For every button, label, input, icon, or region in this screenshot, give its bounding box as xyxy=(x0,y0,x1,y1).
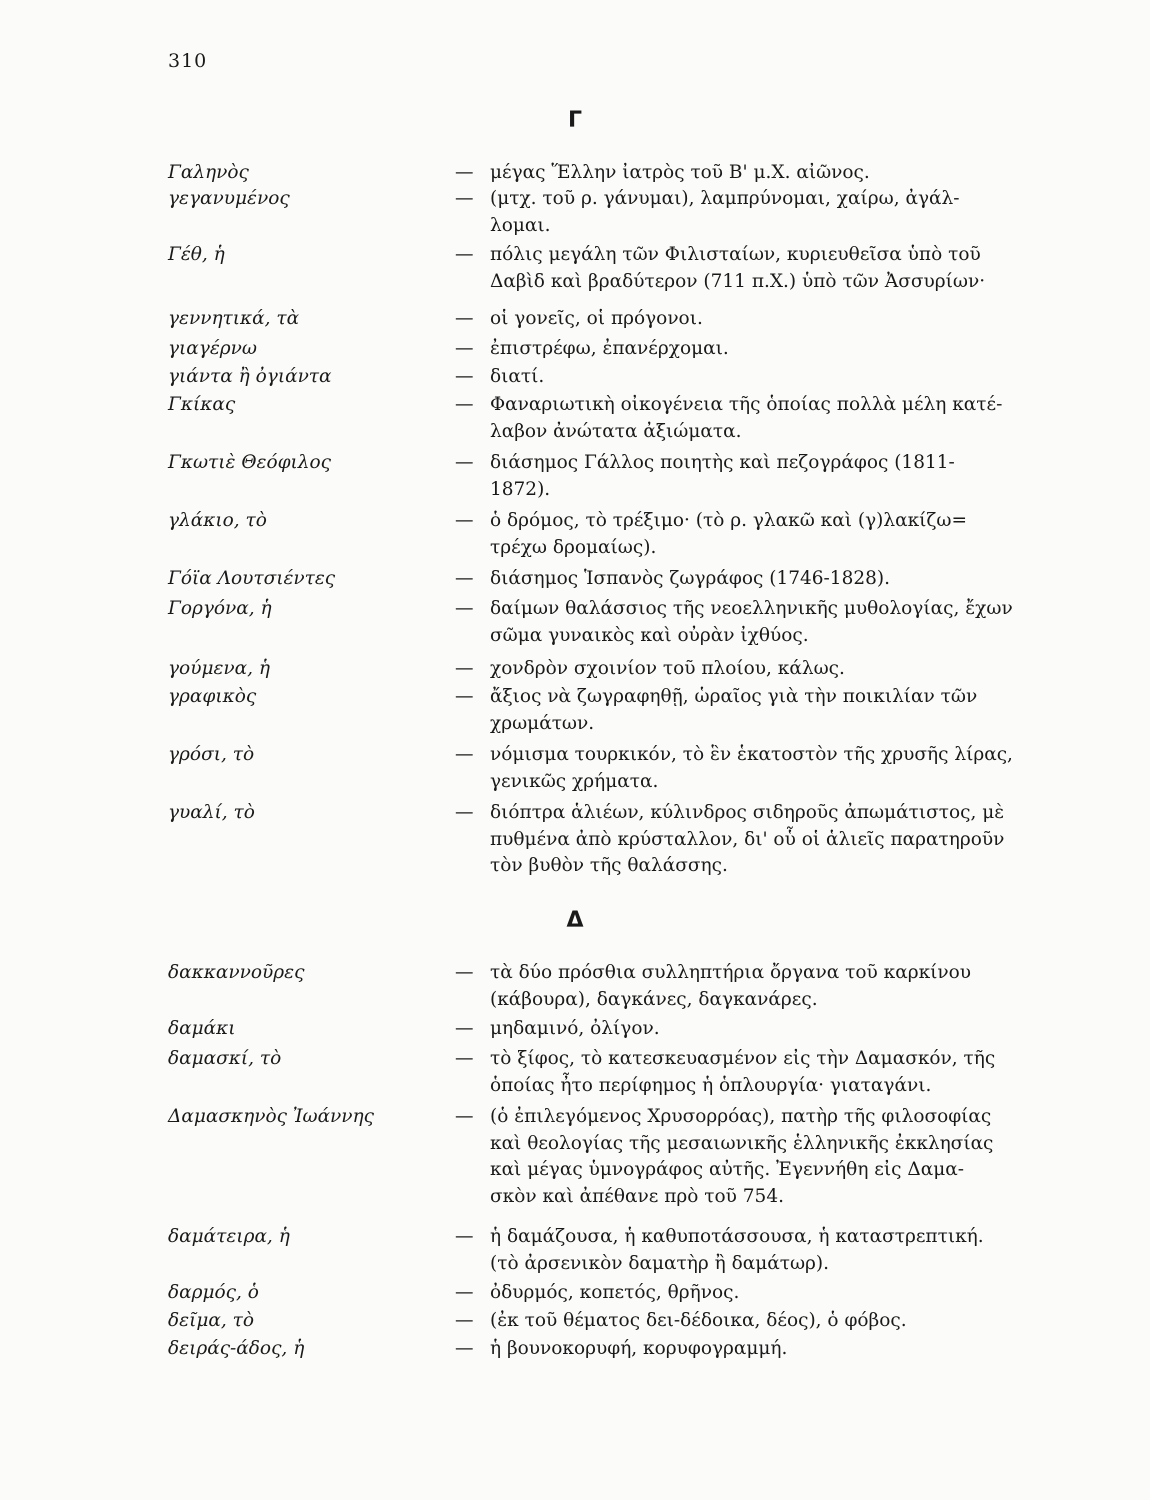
entry-dash: — xyxy=(455,244,474,265)
definition-line: (ἐκ τοῦ θέματος δει-δέδοικα, δέος), ὁ φόβος. xyxy=(490,1310,907,1331)
entry-term: δακκαννοῦρες xyxy=(168,962,305,983)
definition-line: πόλις μεγάλη τῶν Φιλισταίων, κυριευθεῖσα ὑπὸ τοῦ xyxy=(490,244,981,265)
entry-definition xyxy=(490,1224,1022,1277)
entry-dash: — xyxy=(455,962,474,983)
definition-line: τὸ ξίφος, τὸ κατεσκευασμένον εἰς τὴν Δαμασκόν, τῆς xyxy=(490,1048,996,1069)
entry-term: Γέθ, ἡ xyxy=(168,244,225,265)
definition-line: οἱ γονεῖς, οἱ πρόγονοι. xyxy=(490,308,703,329)
entry-dash: — xyxy=(455,162,474,183)
entry-term: Γκίκας xyxy=(168,394,236,415)
definition-line: μέγας Ἕλλην ἰατρὸς τοῦ Β' μ.Χ. αἰῶνος. xyxy=(490,162,870,183)
entry-definition xyxy=(490,566,1022,593)
entry-definition xyxy=(490,306,1022,333)
definition-line: διόπτρα ἁλιέων, κύλινδρος σιδηροῦς ἀπωμάτιστος, μὲ xyxy=(490,802,1005,823)
entry-term: δαμασκί, τὸ xyxy=(168,1048,282,1069)
entry-dash: — xyxy=(455,1106,474,1127)
definition-line: ὀδυρμός, κοπετός, θρῆνος. xyxy=(490,1282,740,1303)
entry-term: δαμάτειρα, ἡ xyxy=(168,1226,290,1247)
entry-dash: — xyxy=(455,1018,474,1039)
definition-line: ὁποίας ἦτο περίφημος ἡ ὁπλουργία· γιαταγάνι. xyxy=(490,1074,932,1096)
entry-term: γραφικὸς xyxy=(168,686,257,707)
entry-definition xyxy=(490,1046,1022,1099)
entry-definition xyxy=(490,1016,1022,1043)
definition-line: χονδρὸν σχοινίον τοῦ πλοίου, κάλως. xyxy=(490,658,845,679)
definition-line: ἄξιος νὰ ζωγραφηθῇ, ὡραῖος γιὰ τὴν ποικιλίαν τῶν xyxy=(490,686,978,707)
definition-line: λαβον ἀνώτατα ἀξιώματα. xyxy=(490,420,742,442)
entry-dash: — xyxy=(455,366,474,387)
entry-dash: — xyxy=(455,308,474,329)
entry-definition xyxy=(490,960,1022,1013)
entry-term: γεγανυμένος xyxy=(168,188,290,209)
definition-line: διατί. xyxy=(490,366,545,387)
entry-term: δαρμός, ὁ xyxy=(168,1282,259,1303)
entry-definition xyxy=(490,596,1022,649)
entry-definition xyxy=(490,742,1022,795)
definition-line: σῶμα γυναικὸς καὶ οὐρὰν ἰχθύος. xyxy=(490,624,809,646)
entry-term: γούμενα, ἡ xyxy=(168,658,270,679)
entry-dash: — xyxy=(455,510,474,531)
entry-dash: — xyxy=(455,338,474,359)
definition-line: λομαι. xyxy=(490,214,551,236)
entry-term: γεννητικά, τὰ xyxy=(168,308,300,329)
entry-definition xyxy=(490,1336,1022,1363)
definition-line: σκὸν καὶ ἀπέθανε πρὸ τοῦ 754. xyxy=(490,1185,784,1207)
entry-dash: — xyxy=(455,1338,474,1359)
definition-line: καὶ θεολογίας τῆς μεσαιωνικῆς ἑλληνικῆς ἐκκλησίας xyxy=(490,1132,994,1154)
definition-line: τὸν βυθὸν τῆς θαλάσσης. xyxy=(490,855,728,876)
entry-definition xyxy=(490,1280,1022,1307)
entry-definition xyxy=(490,450,1022,503)
entry-term: γυαλί, τὸ xyxy=(168,802,255,823)
definition-line: ἐπιστρέφω, ἐπανέρχομαι. xyxy=(490,338,729,359)
entry-term: γιάντα ἢ ὀγιάντα xyxy=(168,366,332,387)
entry-dash: — xyxy=(455,744,474,765)
entry-dash: — xyxy=(455,1048,474,1069)
definition-line: (ὁ ἐπιλεγόμενος Χρυσορρόας), πατὴρ τῆς φιλοσοφίας xyxy=(490,1106,992,1127)
entry-definition xyxy=(490,684,1022,737)
entry-definition xyxy=(490,242,1022,295)
entry-definition xyxy=(490,656,1022,683)
entry-term: γλάκιο, τὸ xyxy=(168,510,267,531)
entry-definition xyxy=(490,392,1022,445)
entry-term: Γκωτιὲ Θεόφιλος xyxy=(168,452,332,473)
entry-term: Γόϊα Λουτσιέντες xyxy=(168,568,336,589)
entry-term: Δαμασκηνὸς Ἰωάννης xyxy=(168,1106,374,1127)
definition-line: πυθμένα ἀπὸ κρύσταλλον, δι' οὗ οἱ ἁλιεῖς παρατηροῦν xyxy=(490,828,1005,850)
definition-line: τὰ δύο πρόσθια συλληπτήρια ὄργανα τοῦ καρκίνου xyxy=(490,962,972,983)
entry-dash: — xyxy=(455,686,474,707)
definition-line: διάσημος Γάλλος ποιητὴς καὶ πεζογράφος (1811- xyxy=(490,452,955,473)
definition-line: χρωμάτων. xyxy=(490,712,595,734)
entry-dash: — xyxy=(455,188,474,209)
entry-dash: — xyxy=(455,452,474,473)
definition-line: ἡ βουνοκορυφή, κορυφογραμμή. xyxy=(490,1338,788,1359)
entry-definition xyxy=(490,160,1022,187)
definition-line: γενικῶς χρήματα. xyxy=(490,770,659,792)
page-number: 310 xyxy=(168,50,208,72)
entry-term: Γαληνὸς xyxy=(168,162,249,183)
entry-definition xyxy=(490,508,1022,561)
entry-term: γρόσι, τὸ xyxy=(168,744,255,765)
entry-dash: — xyxy=(455,394,474,415)
definition-line: (μτχ. τοῦ ρ. γάνυμαι), λαμπρύνομαι, χαίρω, ἀγάλ- xyxy=(490,188,960,209)
entry-term: δειράς-άδος, ἡ xyxy=(168,1338,305,1359)
definition-line: ἡ δαμάζουσα, ἡ καθυποτάσσουσα, ἡ καταστρεπτική. xyxy=(490,1226,984,1247)
section-letter-delta: Δ xyxy=(566,908,584,933)
entry-dash: — xyxy=(455,598,474,619)
definition-line: νόμισμα τουρκικόν, τὸ ἓν ἑκατοστὸν τῆς χρυσῆς λίρας, xyxy=(490,744,1013,765)
entry-term: δεῖμα, τὸ xyxy=(168,1310,254,1331)
entry-definition xyxy=(490,364,1022,391)
definition-line: (τὸ ἀρσενικὸν δαματὴρ ἢ δαμάτωρ). xyxy=(490,1252,830,1274)
entry-definition xyxy=(490,186,1022,239)
definition-line: διάσημος Ἱσπανὸς ζωγράφος (1746-1828). xyxy=(490,568,890,589)
definition-line: δαίμων θαλάσσιος τῆς νεοελληνικῆς μυθολογίας, ἔχων xyxy=(490,598,1013,619)
definition-line: (κάβουρα), δαγκάνες, δαγκανάρες. xyxy=(490,988,818,1010)
entry-definition xyxy=(490,1104,1022,1210)
entry-definition xyxy=(490,1308,1022,1335)
entry-term: γιαγέρνω xyxy=(168,338,257,359)
definition-line: ὁ δρόμος, τὸ τρέξιμο· (τὸ ρ. γλακῶ καὶ (γ)λακίζω= xyxy=(490,510,968,531)
definition-line: καὶ μέγας ὑμνογράφος αὐτῆς. Ἐγεννήθη εἰς Δαμα- xyxy=(490,1159,964,1180)
section-letter-gamma: Γ xyxy=(567,108,583,133)
entry-dash: — xyxy=(455,568,474,589)
definition-line: τρέχω δρομαίως). xyxy=(490,536,657,558)
entry-dash: — xyxy=(455,1310,474,1331)
entry-dash: — xyxy=(455,802,474,823)
entry-dash: — xyxy=(455,1282,474,1303)
definition-line: Δαβὶδ καὶ βραδύτερον (711 π.Χ.) ὑπὸ τῶν Ἀσσυρίων· xyxy=(490,270,986,292)
definition-line: μηδαμινό, ὀλίγον. xyxy=(490,1018,660,1039)
definition-line: 1872). xyxy=(490,478,551,500)
entry-term: Γοργόνα, ἡ xyxy=(168,598,272,619)
entry-term: δαμάκι xyxy=(168,1018,236,1039)
entry-definition xyxy=(490,336,1022,363)
entry-dash: — xyxy=(455,1226,474,1247)
entry-dash: — xyxy=(455,658,474,679)
entry-definition xyxy=(490,800,1022,880)
definition-line: Φαναριωτικὴ οἰκογένεια τῆς ὁποίας πολλὰ μέλη κατέ- xyxy=(490,394,1003,415)
